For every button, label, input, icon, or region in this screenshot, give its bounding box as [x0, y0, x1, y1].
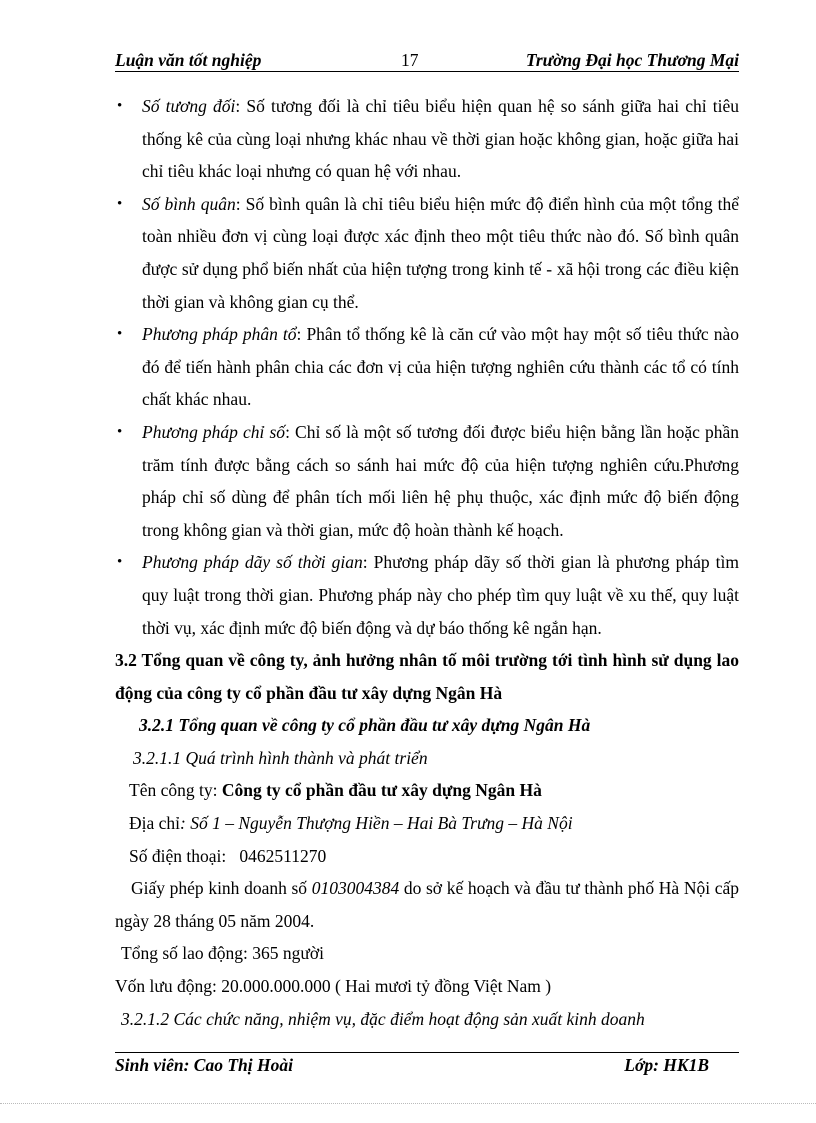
page-break-line — [0, 1103, 816, 1104]
bullet-so-tuong-doi — [115, 90, 739, 188]
header-divider — [115, 71, 739, 72]
bullet-term: Số tương đối — [142, 96, 236, 116]
footer-class: Lớp: HK1B — [624, 1055, 709, 1075]
page-header — [115, 48, 739, 72]
company-capital: Vốn lưu động: 20.000.000.000 ( Hai mươi tỷ đồng Việt Nam ) — [115, 976, 552, 997]
bullet-term: Số bình quân — [142, 193, 236, 214]
bullet-text: : Số tương đối là chỉ tiêu biểu hiện quan hệ so sánh giữa hai chỉ tiêu thống kê của cùng loại nhưng khác nhau về thời gian hoặc không gian, hoặc giữa hai chỉ tiêu khác loại nhưng có quan hệ với nhau. — [142, 96, 739, 182]
company-name-line — [115, 774, 739, 807]
heading-section-3-2: 3.2 Tổng quan về công ty, ảnh hưởng nhân tố môi trường tới tình hình sử dụng lao động của công ty cổ phần đầu tư xây dựng Ngân Hà — [115, 650, 739, 703]
company-address-label: Địa chỉ — [129, 813, 181, 834]
license-number: 0103004384 — [311, 878, 400, 899]
bullet-text: : Phương pháp dãy số thời gian là phương pháp tìm quy luật trong thời gian. Phương pháp này cho phép tìm quy luật về xu thế, quy luật thời vụ, xác định mức độ biến động và dự báo thống kê ngắn hạn. — [142, 552, 739, 638]
company-phone-label: Số điện thoại: — [129, 845, 227, 866]
company-address-value: : Số 1 – Nguyễn Thượng Hiền – Hai Bà Trưng – Hà Nội — [180, 813, 573, 834]
bullet-text: : Số bình quân là chỉ tiêu biểu hiện mức độ điển hình của một tổng thể toàn nhiều đơn vị cùng loại được xác định theo một tiêu thức nào đó. Số bình quân được sử dụng phổ biến nhất của hiện tượng trong kinh tế - xã hội trong các điều kiện thời gian và không gian cụ thể. — [142, 193, 739, 312]
bullet-dot-icon: • — [117, 195, 123, 212]
footer-divider — [115, 1052, 739, 1053]
bullet-term: Phương pháp dãy số thời gian — [142, 552, 363, 573]
heading-section-3-2-1-2: 3.2.1.2 Các chức năng, nhiệm vụ, đặc điểm hoạt động sản xuất kinh doanh — [121, 1008, 645, 1029]
bullet-dot-icon: • — [117, 98, 123, 114]
footer-student: Sinh viên: Cao Thị Hoài — [115, 1055, 293, 1075]
bullet-dot-icon: • — [117, 554, 123, 571]
company-phone-line — [115, 840, 739, 873]
company-address-line — [115, 807, 739, 840]
company-name-value: Công ty cổ phần đầu tư xây dựng Ngân Hà — [221, 780, 542, 801]
bullet-text: : Phân tổ thống kê là căn cứ vào một hay một số tiêu thức nào đó để tiến hành phân chia các đơn vị của hiện tượng nghiên cứu thành các tổ có tính chất khác nhau. — [142, 324, 740, 410]
company-license-paragraph — [115, 872, 739, 937]
license-suffix: do sở kế hoạch và đầu tư thành phố Hà Nội cấp ngày 28 tháng 05 năm 2004. — [115, 878, 739, 931]
bullet-dot-icon: • — [117, 326, 123, 343]
bullet-so-binh-quan — [115, 188, 739, 318]
header-university: Trường Đại học Thương Mại — [525, 50, 739, 70]
bullet-chi-so — [115, 416, 739, 546]
document-body — [115, 90, 739, 1035]
license-prefix: Giấy phép kinh doanh số — [131, 878, 312, 899]
bullet-term: Phương pháp phân tổ — [142, 324, 297, 345]
page-footer — [115, 1055, 739, 1079]
bullet-text: : Chỉ số là một số tương đối được biểu hiện bằng lần hoặc phần trăm tính được bằng cách so sánh hai mức độ của hiện tượng nghiên cứu.Phương pháp chỉ số dùng để phân tích mối liên hệ phụ thuộc, xác định mức độ biến động trong không gian và thời gian, mức độ hoàn thành kế hoạch. — [142, 421, 739, 540]
heading-section-3-2-1-1: 3.2.1.1 Quá trình hình thành và phát triển — [133, 747, 428, 768]
heading-section-3-2-1: 3.2.1 Tổng quan về công ty cổ phần đầu tư xây dựng Ngân Hà — [139, 715, 591, 736]
page-number: 17 — [401, 50, 419, 70]
bullet-dot-icon: • — [117, 423, 123, 440]
header-thesis-title: Luận văn tốt nghiệp — [115, 50, 262, 70]
bullet-day-so-thoi-gian — [115, 546, 739, 644]
company-employees: Tổng số lao động: 365 người — [121, 943, 324, 964]
company-phone-value: 0462511270 — [239, 845, 327, 866]
bullet-phan-to — [115, 318, 739, 416]
bullet-term: Phương pháp chỉ số — [142, 421, 286, 442]
company-name-label: Tên công ty: — [129, 780, 222, 801]
